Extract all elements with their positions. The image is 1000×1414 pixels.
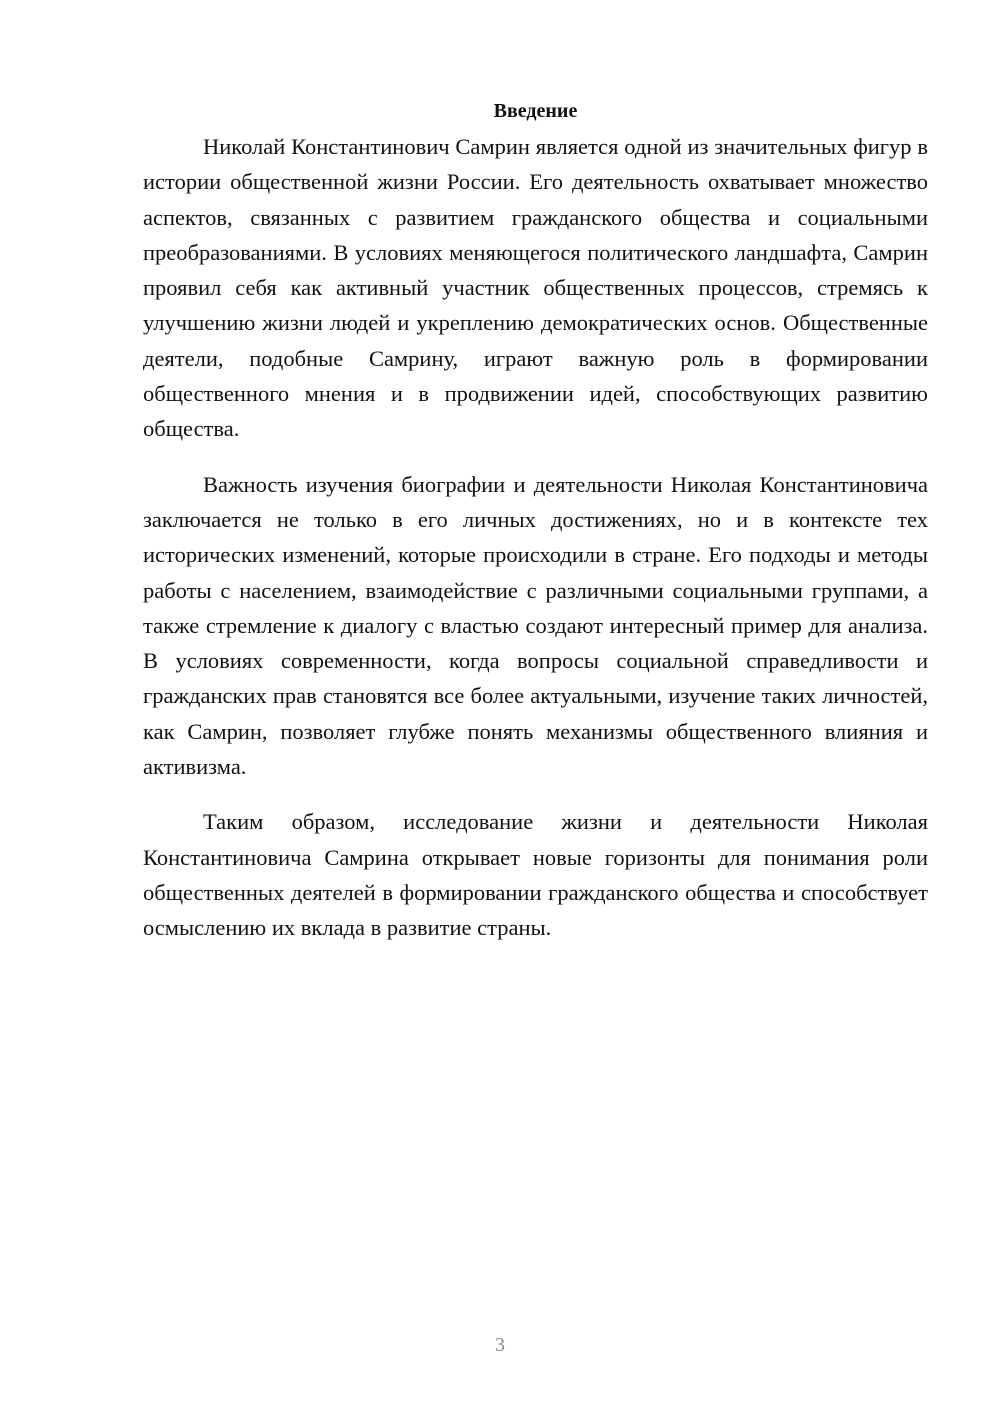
- document-body: [143, 96, 928, 966]
- paragraph-3: Таким образом, исследование жизни и деятельности Николая Константиновича Самрина открывает новые горизонты для понимания роли общественных деятелей в формировании гражданского общества и способствует осмыслению их вклада в развитие страны.: [143, 809, 928, 941]
- paragraph-1: Николай Константинович Самрин является одной из значительных фигур в истории общественной жизни России. Его деятельность охватывает множество аспектов, связанных с развитием гражданского общества и социальными преобразованиями. В условиях меняющегося политического ландшафта, Самрин проявил себя как активный участник общественных процессов, стремясь к улучшению жизни людей и укреплению демократических основ. Общественные деятели, подобные Самрину, играют важную роль в формировании общественного мнения и в продвижении идей, способствующих развитию общества.: [143, 134, 928, 442]
- page-number: 3: [495, 1334, 505, 1356]
- section-heading: Введение: [493, 100, 578, 122]
- paragraph-2: Важность изучения биографии и деятельности Николая Константиновича заключается не только в его личных достижениях, но и в контексте тех исторических изменений, которые происходили в стране. Его подходы и методы работы с населением, взаимодействие с различными социальными группами, а также стремление к диалогу с властью создают интересный пример для анализа. В условиях современности, когда вопросы социальной справедливости и гражданских прав становятся все более актуальными, изучение таких личностей, как Самрин, позволяет глубже понять механизмы общественного влияния и активизма.: [143, 471, 928, 780]
